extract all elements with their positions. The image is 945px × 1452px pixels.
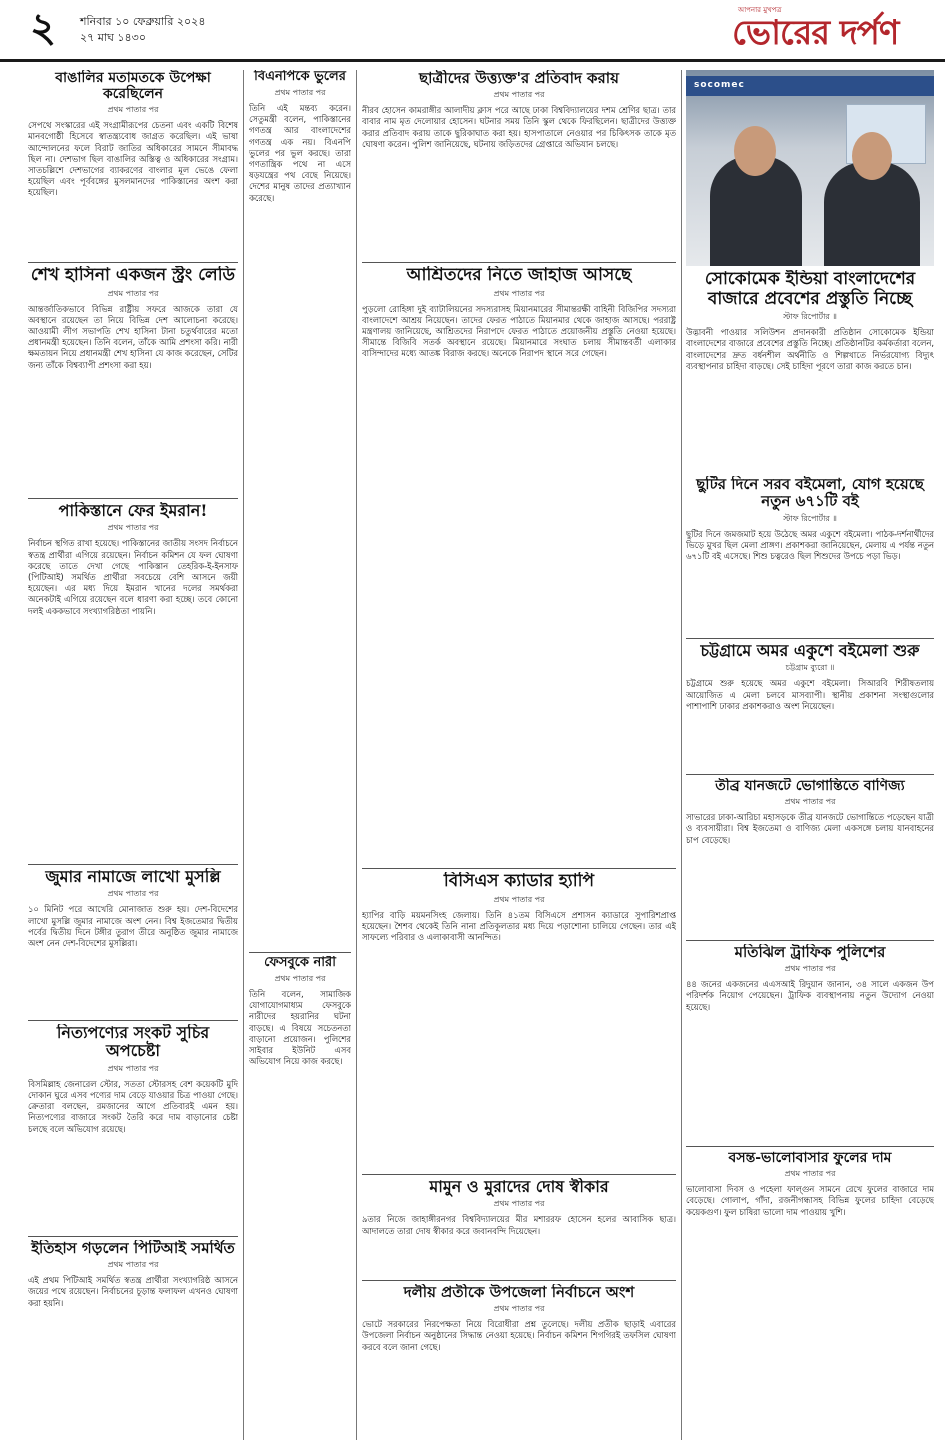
article-byline: চট্টগ্রাম ব্যুরো ॥ (785, 663, 835, 673)
article-headline: ছাত্রীদের উত্ত্যক্ত'র প্রতিবাদ করায় (418, 70, 619, 87)
article-byline: প্রথম পাতার পর (274, 87, 326, 97)
date-bengali: ২৭ মাঘ ১৪৩০ (80, 31, 146, 44)
article-body: ভোটে সরকারের নিরপেক্ষতা নিয়ে বিরোধীরা প্রশ্ন তুলেছে। দলীয় প্রতীক ছাড়াই এবারের উপজেলা নির্বাচন অনুষ্ঠানের সিদ্ধান্ত নেওয়া হয়েছে। নির্বাচন কমিশন শিগগিরই তফসিল ঘোষণা করবে বলে জানা গেছে। (362, 1319, 676, 1352)
article-body: সেপথে সংস্কারের এই সংগ্রামীরূপের চেতনা এবং একটি বিশেষ মানবগোষ্ঠী হিসেবে স্বাতন্ত্র্যবোধ জাগ্রত করেছিল। এই ভাষা আন্দোলনের ফলে বিরাট জাতির অধিকারের সামনে সীমাবদ্ধ ছিল না। দেশভাগ ছিল বাঙালির অস্তিত্ব ও অধিকারের সংগ্রাম। সাতচল্লিশে দেশভাগের ব্যাকরণের বাংলার মূল ভেঙে ফেলা হয়েছিল এবং পূর্ববঙ্গের মুসলমানদের পাকিস্তানের অংশ করা হয়েছিল। (28, 120, 238, 198)
news-article (362, 70, 676, 260)
article-byline: প্রথম পাতার পর (784, 797, 836, 807)
article-body: নীরব হোসেন কামরাঙ্গীর আলাদীয় ক্লাস পরে আছে ঢাকা বিশ্ববিদ্যালয়ের দশম শ্রেণির ছাত্র। তার বাবার নাম মৃত দেলোয়ার হোসেন। ঘটনার সময় তিনি স্কুল থেকে ফিরছিলেন। ছাত্রীদের উত্ত্যক্ত করার প্রতিবাদ করায় তাকে ছুরিকাঘাত করা হয়। হাসপাতালে নেওয়ার পর চিকিৎসক তাকে মৃত ঘোষণা করেন। পুলিশ জানিয়েছে, ঘটনায় জড়িতদের গ্রেপ্তারে অভিযান চলছে। (362, 105, 676, 149)
column-2 (249, 70, 351, 1442)
article-headline: ফেসবুকে নারী (264, 956, 336, 970)
news-article (28, 868, 238, 1018)
article-headline: পাকিস্তানে ফের ইমরান! (58, 502, 208, 520)
news-article (686, 778, 934, 938)
column-divider (243, 70, 244, 1440)
article-headline: চট্টগ্রামে অমর একুশে বইমেলা শুরু (700, 642, 920, 660)
article-byline: প্রথম পাতার পর (107, 523, 159, 533)
article-separator (28, 1020, 238, 1021)
article-headline: মতিঝিল ট্রাফিক পুলিশের (734, 944, 886, 961)
news-article (249, 70, 351, 950)
article-headline: নিত্যপণ্যের সংকট সুচির অপচেষ্টা (56, 1024, 210, 1061)
article-body: ভালোবাসা দিবস ও পহেলা ফাল্গুন সামনে রেখে ফুলের বাজারে দাম বেড়েছে। গোলাপ, গাঁদা, রজনীগন্ধাসহ বিভিন্ন ফুলের চাহিদা বেড়েছে কয়েকগুণ। ফুল চাষিরা ভালো দাম পাওয়ায় খুশি। (686, 1184, 934, 1217)
article-byline: প্রথম পাতার পর (493, 90, 545, 100)
article-byline: প্রথম পাতার পর (107, 889, 159, 899)
news-article (362, 1284, 676, 1440)
news-article (28, 502, 238, 862)
article-separator (686, 638, 934, 639)
article-byline: প্রথম পাতার পর (493, 288, 545, 298)
article-headline: ছুটির দিনে সরব বইমেলা, যোগ হয়েছে নতুন ৬৭১টি বই (696, 476, 924, 511)
article-byline: প্রথম পাতার পর (784, 964, 836, 974)
article-body: ছুটির দিনে জমজমাট হয়ে উঠেছে অমর একুশে বইমেলা। পাঠক-দর্শনার্থীদের ভিড়ে মুখর ছিল মেলা প্রাঙ্গণ। প্রকাশকরা জানিয়েছেন, মেলায় এ পর্যন্ত নতুন ৬৭১টি বই এসেছে। শিশু চত্বরেও ছিল শিশুদের উপচে পড়া ভিড়। (686, 528, 934, 561)
column-3 (362, 70, 676, 1442)
article-byline: প্রথম পাতার পর (107, 288, 159, 298)
article-body: এই প্রথম পিটিআই সমর্থিত স্বতন্ত্র প্রার্থীরা সংখ্যাগরিষ্ঠ আসনে জয়ের পথে রয়েছেন। নির্বাচনের চূড়ান্ত ফলাফল এখনও ঘোষণা করা হয়নি। (28, 1275, 238, 1308)
page-number: ২ (30, 4, 57, 51)
article-headline: তীব্র যানজটে ভোগান্তিতে বাণিজ্য (715, 778, 905, 794)
date-block (80, 14, 205, 46)
article-separator (686, 940, 934, 941)
article-body: ৪৪ জনের একজনের এএসআই রিদুয়ান জানান, ৩৪ সালে একজন উপ পরিদর্শক নিয়োগ পেয়েছেন। ট্রাফিক ব্যবস্থাপনায় নতুন উদ্যোগ নেওয়া হয়েছে। (686, 979, 934, 1012)
news-article (362, 1178, 676, 1278)
news-article (28, 1240, 238, 1440)
article-headline: ইতিহাস গড়লেন পিটিআই সমর্থিত (31, 1240, 235, 1257)
column-divider (356, 70, 357, 1440)
article-separator (362, 262, 676, 263)
article-byline: প্রথম পাতার পর (107, 105, 159, 115)
logo-name: ভোরের দর্পণ (732, 13, 899, 53)
article-body: আন্তর্জাতিকভাবে বিভিন্ন রাষ্ট্রীয় সফরে আজকে তারা যে অবস্থানে রয়েছেন তা নিয়ে বিভিন্ন দেশ আলোচনা করেছে। আওয়ামী লীগ সভাপতি শেখ হাসিনা টানা চতুর্থবারের মতো প্রধানমন্ত্রী হয়েছেন। তিনি বলেন, তাঁকে আমি প্রশংসা করি। নারী ক্ষমতায়ন নিয়ে প্রধানমন্ত্রী শেখ হাসিনা যে কাজ করেছেন, সেটির জন্য তাঁকে বিশ্বব্যাপী প্রশংসা করা হয়। (28, 303, 238, 370)
article-byline: প্রথম পাতার পর (493, 894, 545, 904)
feature-article (686, 270, 934, 470)
article-byline: স্টাফ রিপোর্টার ॥ (783, 513, 837, 523)
news-article (686, 1150, 934, 1440)
photo-head-left (734, 126, 776, 176)
article-body: তিনি বলেন, সামাজিক যোগাযোগমাধ্যম ফেসবুকে নারীদের হয়রানির ঘটনা বাড়ছে। এ বিষয়ে সচেতনতা বাড়ানো প্রয়োজন। পুলিশের সাইবার ইউনিট এসব অভিযোগ নিয়ে কাজ করছে। (249, 988, 351, 1067)
article-separator (362, 868, 676, 869)
article-byline: প্রথম পাতার পর (274, 973, 326, 983)
news-article (686, 642, 934, 772)
logo-tagline: আপনার মুখপত্র (738, 6, 782, 14)
news-article (362, 266, 676, 866)
article-byline: প্রথম পাতার পর (107, 1260, 159, 1270)
article-separator (686, 1146, 934, 1147)
article-separator (28, 262, 238, 263)
news-article (362, 872, 676, 1172)
date-gregorian: শনিবার ১০ ফেব্রুয়ারি ২০২৪ (80, 15, 206, 28)
article-byline: প্রথম পাতার পর (784, 1169, 836, 1179)
feature-headline: সোকোমেক ইন্ডিয়া বাংলাদেশের বাজারে প্রবেশের প্রস্তুতি নিচ্ছে (704, 270, 916, 309)
article-body: চট্টগ্রামে শুরু হয়েছে অমর একুশে বইমেলা। সিআরবি শিরীষতলায় আয়োজিত এ মেলা চলবে মাসব্যাপী। স্থানীয় প্রকাশনা সংস্থাগুলোর পাশাপাশি ঢাকার প্রকাশকরাও অংশ নিয়েছেন। (686, 678, 934, 711)
article-headline: শেখ হাসিনা একজন স্ট্রং লেডি (30, 266, 236, 285)
article-headline: দলীয় প্রতীকে উপজেলা নির্বাচনে অংশ (403, 1284, 635, 1301)
article-body: হ্যাপির বাড়ি ময়মনসিংহ জেলায়। তিনি ৪১তম বিসিএসে প্রশাসন ক্যাডারে সুপারিশপ্রাপ্ত হয়েছেন। শৈশব থেকেই তিনি নানা প্রতিকূলতার মধ্য দিয়ে পড়াশোনা চালিয়ে গেছেন। তার এই সাফল্যে পরিবার ও এলাকাবাসী আনন্দিত। (362, 909, 676, 942)
article-headline: আশ্রিতদের নিতে জাহাজ আসছে (406, 266, 632, 285)
news-article (686, 476, 934, 636)
news-article (28, 266, 238, 496)
article-body: ১০ মিনিট পরে আখেরি মোনাজাত শুরু হয়। দেশ-বিদেশের লাখো মুসল্লি জুমার নামাজে অংশ নেন। বিশ্ব ইজতেমার দ্বিতীয় পর্বের দ্বিতীয় দিনে টঙ্গীর তুরাগ তীরে অনুষ্ঠিত জুমার নামাজে অংশ নেন দেশ-বিদেশের মুসল্লিরা। (28, 904, 238, 948)
article-separator (686, 774, 934, 775)
article-separator (249, 952, 351, 953)
article-body: সাভারের ঢাকা-আরিচা মহাসড়কে তীব্র যানজটে ভোগান্তিতে পড়েছেন যাত্রী ও ব্যবসায়ীরা। বিশ্ব ইজতেমা ও বাণিজ্য মেলা একসঙ্গে চলায় যানবাহনের চাপ বেড়েছে। (686, 812, 934, 845)
article-headline: মামুন ও মুরাদের দোষ স্বীকার (429, 1178, 609, 1196)
article-headline: জুমার নামাজে লাখো মুসল্লি (45, 868, 221, 886)
article-separator (362, 1280, 676, 1281)
news-article (249, 956, 351, 1440)
article-headline: বিএনপিকে ভুলের (254, 70, 346, 84)
news-article (686, 944, 934, 1144)
article-body: বিসমিল্লাহ জেনারেল স্টোর, সততা স্টোরসহ বেশ কয়েকটি মুদি দোকান ঘুরে এসব পণ্যের দাম বেড়ে যাওয়ার চিত্র পাওয়া গেছে। ক্রেতারা বলছেন, রমজানের আগে প্রতিবারই এমন হয়। নিত্যপণ্যের বাজারে সংকট তৈরি করে দাম বাড়ানোর চেষ্টা চলছে বলে অভিযোগ রয়েছে। (28, 1078, 238, 1134)
column-divider (681, 70, 682, 1440)
newspaper-logo (718, 4, 933, 56)
article-body: পুড়লো রোহিঙ্গা দুই ব্যাটালিয়নের সদস্যরাসহ মিয়ানমারের সীমান্তরক্ষী বাহিনী বিজিপির সদস্যরা বাংলাদেশে আশ্রয় নিয়েছেন। তাদের ফেরত পাঠাতে মিয়ানমার থেকে জাহাজ আসছে। পররাষ্ট্র মন্ত্রণালয় জানিয়েছে, আশ্রিতদের নিরাপদে ফেরত পাঠাতে প্রয়োজনীয় প্রস্তুতি নেওয়া হয়েছে। সীমান্তে বিজিবি সতর্ক অবস্থানে রয়েছে। মিয়ানমারে সংঘাত চলায় সীমান্তবর্তী এলাকার বাসিন্দাদের মধ্যে আতঙ্ক বিরাজ করছে। অনেকে নিরাপদ স্থানে সরে গেছেন। (362, 303, 676, 359)
feature-photo (686, 70, 934, 266)
column-4 (686, 70, 934, 1442)
article-separator (362, 1174, 676, 1175)
article-headline: বিসিএস ক্যাডার হ্যাপি (443, 872, 595, 891)
news-article (28, 70, 238, 260)
news-article (28, 1024, 238, 1234)
article-body: ৯তার নিজে জাহাঙ্গীরনগর বিশ্ববিদ্যালয়ের মীর মশাররফ হোসেন হলের আবাসিক ছাত্র। আদালতে তারা দোষ স্বীকার করে জবানবন্দি দিয়েছেন। (362, 1214, 676, 1236)
feature-body: উদ্ভাবনী পাওয়ার সলিউশন প্রদানকারী প্রতিষ্ঠান সোকোমেক ইন্ডিয়া বাংলাদেশের বাজারে প্রবেশের প্রস্তুতি নিচ্ছে। প্রতিষ্ঠানটির কর্মকর্তারা বলেন, বাংলাদেশের দ্রুত বর্ধনশীল অর্থনীতি ও শিল্পখাতে নির্ভরযোগ্য বিদ্যুৎ ব্যবস্থাপনার চাহিদা বাড়ছে। সেই চাহিদা পূরণে তারা কাজ করতে চান। (686, 327, 934, 371)
article-separator (28, 1236, 238, 1237)
article-headline: বসন্ত-ভালোবাসার ফুলের দাম (728, 1150, 892, 1166)
article-body: তিনি এই মন্তব্য করেন। সেতুমন্ত্রী বলেন, পাকিস্তানের গণতন্ত্র আর বাংলাদেশের গণতন্ত্র এক নয়। বিএনপি ভুলের পর ভুল করছে। তারা গণতান্ত্রিক পথে না এসে ষড়যন্ত্রের পথ বেছে নিয়েছে। দেশের মানুষ তাদের প্রত্যাখ্যান করেছে। (249, 102, 351, 203)
article-headline: বাঙালির মতামতকে উপেক্ষা করেছিলেন (55, 70, 211, 103)
photo-banner: socomec (686, 76, 934, 96)
article-byline: প্রথম পাতার পর (493, 1304, 545, 1314)
feature-byline: স্টাফ রিপোর্টার ॥ (783, 312, 837, 322)
photo-head-right (852, 132, 892, 180)
column-1 (28, 70, 238, 1442)
article-separator (28, 498, 238, 499)
masthead (0, 0, 945, 62)
article-byline: প্রথম পাতার পর (493, 1199, 545, 1209)
article-byline: প্রথম পাতার পর (107, 1063, 159, 1073)
article-body: নির্বাচন স্থগিত রাখা হয়েছে। পাকিস্তানের জাতীয় সংসদ নির্বাচনে স্বতন্ত্র প্রার্থীরা এগিয়ে রয়েছেন। নির্বাচন কমিশন যে ফল ঘোষণা করেছে তাতে দেখা গেছে পাকিস্তান তেহরিক-ই-ইনসাফ (পিটিআই) সমর্থিত প্রার্থীরা সবচেয়ে বেশি আসনে জয়ী হয়েছেন। এর মধ্য দিয়ে ইমরান খানের দলের সমর্থকরা অনেকটাই এগিয়ে রয়েছেন বলে ধারণা করা হচ্ছে। তবে কোনো দলই এককভাবে সংখ্যাগরিষ্ঠতা পায়নি। (28, 538, 238, 616)
article-separator (28, 864, 238, 865)
